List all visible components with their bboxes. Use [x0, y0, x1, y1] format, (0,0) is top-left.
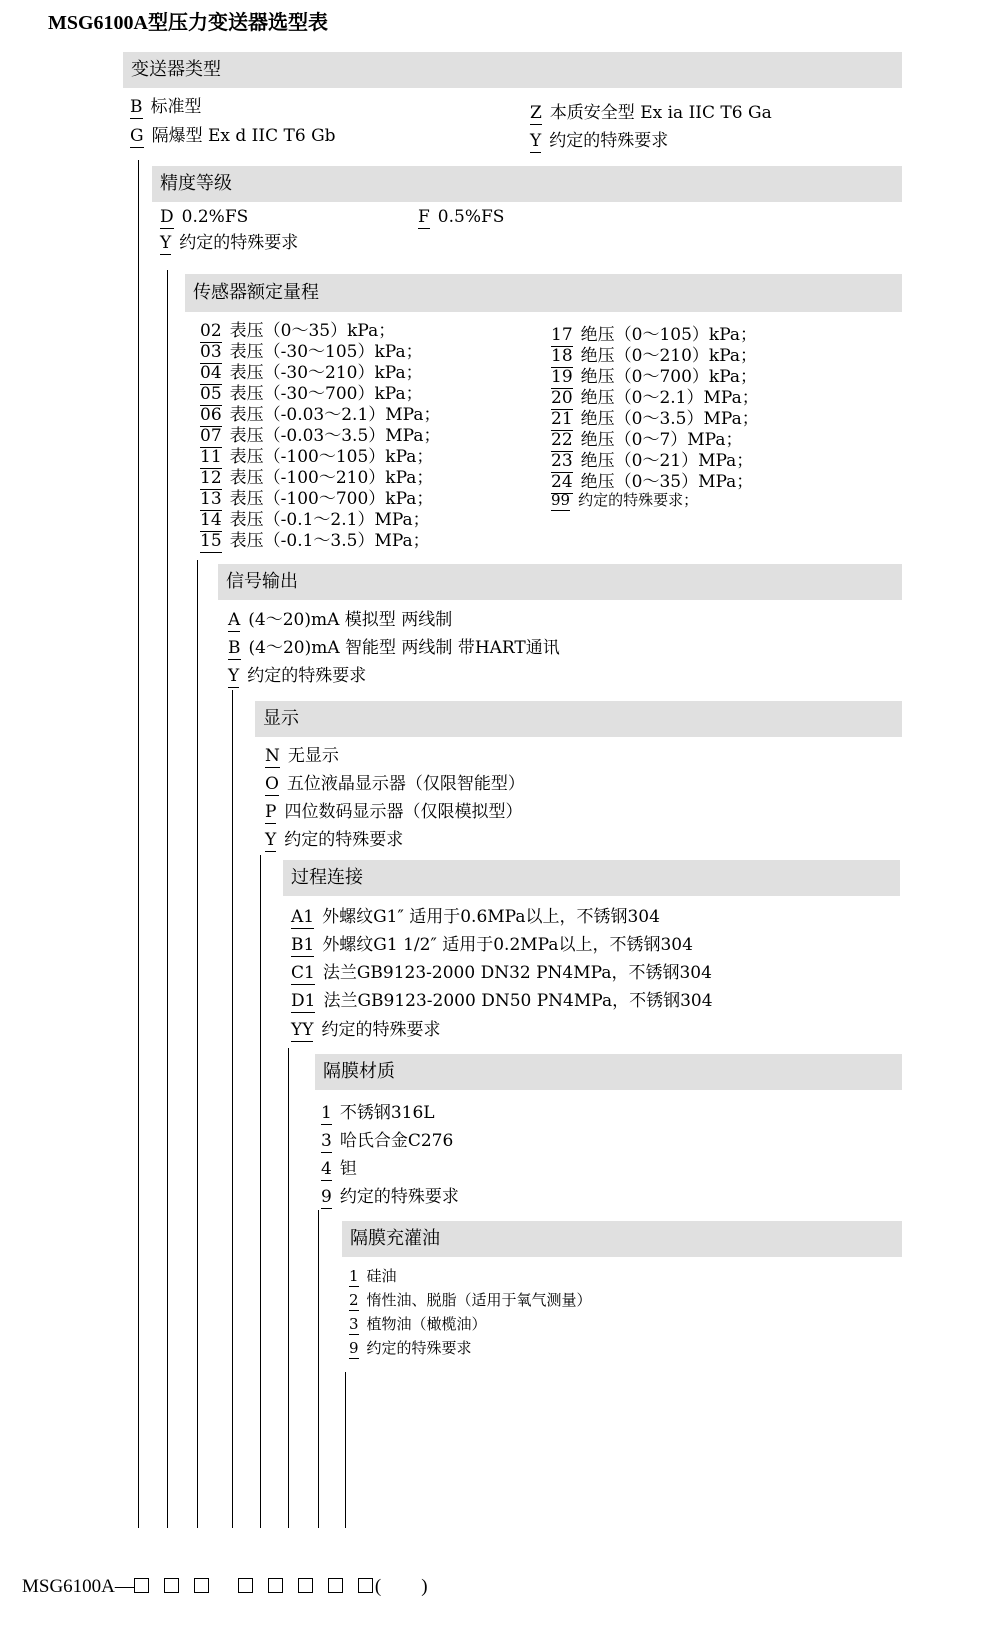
option-code: 22	[551, 430, 573, 450]
option-text: 绝压（0～105）kPa；	[580, 325, 758, 345]
section-header-sensor-range: 传感器额定量程	[185, 274, 902, 312]
option-code: Z	[530, 103, 542, 123]
option-code: 23	[551, 451, 573, 471]
option-code: 18	[551, 346, 573, 366]
option-text: 表压（-30～700）kPa；	[229, 384, 423, 404]
option-text: 约定的特殊要求	[284, 830, 404, 850]
option-code: 12	[200, 468, 222, 488]
option-text: 绝压（0～210）kPa；	[580, 346, 758, 366]
section-header-fill-fluid: 隔膜充灌油	[342, 1221, 902, 1257]
option-code: C1	[291, 963, 315, 983]
option-text: 约定的特殊要求	[339, 1187, 459, 1207]
option-row	[530, 126, 668, 153]
code-box-material	[328, 1578, 343, 1593]
option-code: O	[265, 774, 279, 794]
option-text: 外螺纹G1 1/2″ 适用于0.2MPa以上，不锈钢304	[322, 935, 693, 955]
bracket-line	[288, 1048, 289, 1528]
option-text: 约定的特殊要求；	[578, 491, 699, 509]
paren-open: (	[374, 1576, 382, 1597]
option-code: 9	[321, 1187, 332, 1207]
option-row	[130, 121, 336, 148]
option-code: 99	[551, 491, 571, 509]
option-code: 1	[321, 1103, 332, 1123]
option-text: 五位液晶显示器（仅限智能型）	[286, 774, 525, 794]
option-text: 植物油（橄榄油）	[366, 1315, 487, 1333]
bracket-line	[232, 690, 233, 1528]
page-title: MSG6100A型压力变送器选型表	[48, 12, 328, 34]
option-text: 约定的特殊要求	[247, 666, 367, 686]
option-text: 外螺纹G1″ 适用于0.6MPa以上，不锈钢304	[322, 907, 660, 927]
option-row	[349, 1289, 592, 1311]
option-text: 绝压（0～35）MPa；	[580, 472, 754, 492]
option-code: N	[265, 746, 280, 766]
code-box-fill	[358, 1578, 373, 1593]
option-code: F	[418, 207, 430, 227]
option-text: 表压（-0.1～2.1）MPa；	[229, 510, 430, 530]
option-code: 04	[200, 363, 222, 383]
option-text: 钽	[339, 1159, 357, 1179]
section-header-diaphragm-material: 隔膜材质	[315, 1054, 902, 1090]
code-box-range	[194, 1578, 209, 1593]
option-row	[291, 930, 693, 957]
option-row	[321, 1126, 453, 1153]
option-text: 表压（-0.03～2.1）MPa；	[229, 405, 441, 425]
option-code: 05	[200, 384, 222, 404]
option-row	[265, 797, 522, 824]
section-header-accuracy: 精度等级	[152, 166, 902, 202]
option-code: D	[160, 207, 174, 227]
model-prefix: MSG6100A—	[22, 1576, 134, 1597]
option-text: 表压（-0.1～3.5）MPa；	[229, 531, 430, 551]
option-code: 11	[200, 447, 222, 467]
option-text: 表压（-100～210）kPa；	[229, 468, 434, 488]
code-box-type	[134, 1578, 149, 1593]
option-code: 02	[200, 321, 222, 341]
option-code: A1	[291, 907, 315, 927]
option-text: 表压（-30～210）kPa；	[229, 363, 423, 383]
option-text: 法兰GB9123-2000 DN32 PN4MPa，不锈钢304	[322, 963, 712, 983]
option-row	[291, 958, 712, 985]
option-code: 3	[321, 1131, 332, 1151]
section-header-transmitter-type: 变送器类型	[123, 52, 902, 88]
bracket-line	[260, 855, 261, 1528]
option-text: 惰性油、脱脂（适用于氧气测量）	[366, 1291, 592, 1309]
option-code: 06	[200, 405, 222, 425]
option-row	[130, 92, 202, 119]
option-code: A	[228, 610, 241, 630]
option-text: 表压（0～35）kPa；	[229, 321, 396, 341]
option-row	[228, 605, 452, 632]
option-row	[265, 769, 525, 796]
option-text: 法兰GB9123-2000 DN50 PN4MPa，不锈钢304	[323, 991, 713, 1011]
code-box-accuracy	[164, 1578, 179, 1593]
option-row	[530, 98, 772, 125]
option-row	[291, 902, 660, 929]
option-code: 24	[551, 472, 573, 492]
option-code: 03	[200, 342, 222, 362]
option-text: (4～20)mA 模拟型 两线制	[248, 610, 453, 630]
option-text: 无显示	[287, 746, 339, 766]
option-text: 绝压（0～7）MPa；	[580, 430, 743, 450]
option-code: Y	[228, 666, 240, 686]
option-row	[349, 1313, 487, 1335]
option-text: 隔爆型 Ex d IIC T6 Gb	[151, 126, 336, 146]
option-row	[321, 1154, 357, 1181]
option-code: B	[228, 638, 241, 658]
option-row	[321, 1182, 459, 1209]
option-text: 标准型	[150, 97, 202, 117]
bracket-line	[167, 270, 168, 1528]
option-row	[160, 207, 248, 229]
option-code: 17	[551, 325, 573, 345]
bracket-line	[345, 1372, 346, 1528]
option-text: 绝压（0～21）MPa；	[580, 451, 754, 471]
option-code: 1	[349, 1267, 359, 1285]
option-code: P	[265, 802, 277, 822]
section-header-signal-output: 信号输出	[218, 564, 902, 600]
code-box-connection	[298, 1578, 313, 1593]
option-row	[291, 1015, 440, 1042]
option-text: 约定的特殊要求	[179, 233, 299, 253]
option-row	[418, 207, 504, 229]
bracket-line	[138, 160, 139, 1528]
option-code: 21	[551, 409, 573, 429]
option-row	[228, 633, 560, 660]
option-text: 约定的特殊要求	[366, 1339, 472, 1357]
option-code: YY	[291, 1020, 314, 1040]
option-code: Y	[265, 830, 277, 850]
option-text: 硅油	[366, 1267, 397, 1285]
option-text: 表压（-30～105）kPa；	[229, 342, 423, 362]
code-box-signal	[238, 1578, 253, 1593]
option-text: 表压（-100～105）kPa；	[229, 447, 434, 467]
option-code: 2	[349, 1291, 359, 1309]
option-text: 表压（-0.03～3.5）MPa；	[229, 426, 441, 446]
option-code: B1	[291, 935, 315, 955]
option-text: 不锈钢316L	[339, 1103, 435, 1123]
option-row	[265, 825, 403, 852]
section-header-display: 显示	[255, 701, 902, 737]
section-header-process-connection: 过程连接	[283, 860, 900, 896]
option-text: (4～20)mA 智能型 两线制 带HART通讯	[248, 638, 560, 658]
option-code: 19	[551, 367, 573, 387]
option-text: 0.5%FS	[437, 207, 505, 227]
option-row	[291, 986, 713, 1013]
paren-close: )	[421, 1576, 428, 1597]
option-code: G	[130, 126, 144, 146]
option-text: 0.2%FS	[181, 207, 249, 227]
option-text: 本质安全型 Ex ia IIC T6 Ga	[549, 103, 772, 123]
option-text: 约定的特殊要求	[549, 131, 669, 151]
bracket-line	[318, 1210, 319, 1528]
option-row	[200, 526, 430, 553]
option-row	[551, 489, 698, 511]
bracket-line	[197, 560, 198, 1528]
option-code: B	[130, 97, 143, 117]
option-code: 20	[551, 388, 573, 408]
option-text: 约定的特殊要求	[321, 1020, 441, 1040]
option-text: 绝压（0～2.1）MPa；	[580, 388, 759, 408]
option-row	[228, 661, 366, 688]
option-row	[349, 1265, 397, 1287]
option-code: 3	[349, 1315, 359, 1333]
model-code-string	[22, 1576, 428, 1598]
option-code: 4	[321, 1159, 332, 1179]
option-row	[160, 228, 298, 255]
option-code: Y	[530, 131, 542, 151]
option-code: Y	[160, 233, 172, 253]
option-text: 绝压（0～3.5）MPa；	[580, 409, 759, 429]
option-code: D1	[291, 991, 316, 1011]
code-box-display	[268, 1578, 283, 1593]
option-code: 15	[200, 531, 222, 551]
option-code: 9	[349, 1339, 359, 1357]
option-text: 哈氏合金C276	[339, 1131, 454, 1151]
option-row	[265, 741, 339, 768]
option-code: 13	[200, 489, 222, 509]
option-text: 绝压（0～700）kPa；	[580, 367, 758, 387]
option-row	[321, 1098, 435, 1125]
option-code: 14	[200, 510, 222, 530]
option-text: 表压（-100～700）kPa；	[229, 489, 434, 509]
option-row	[349, 1337, 472, 1359]
option-text: 四位数码显示器（仅限模拟型）	[284, 802, 523, 822]
option-code: 07	[200, 426, 222, 446]
